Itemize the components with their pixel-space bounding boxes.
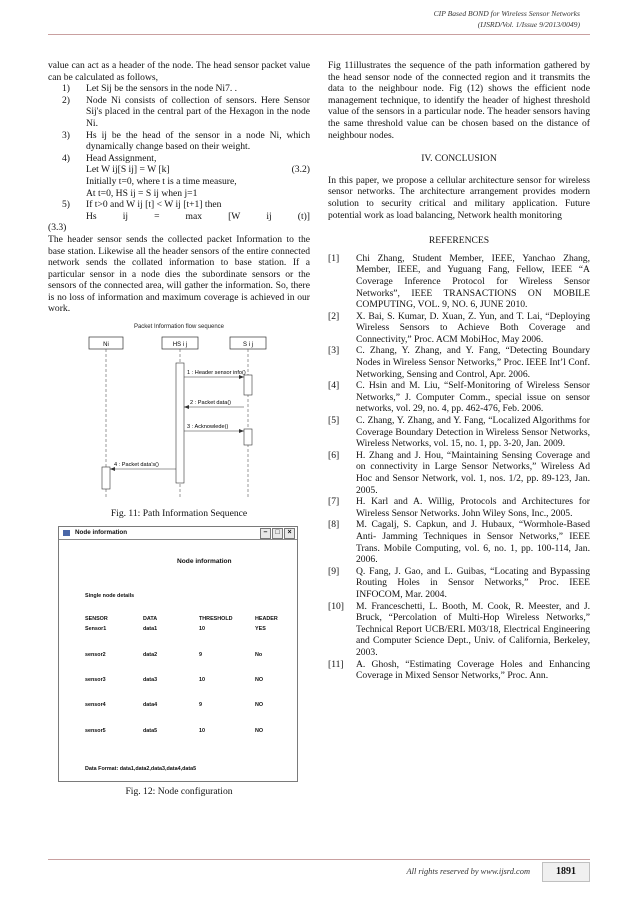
table-cell: 9 bbox=[199, 701, 202, 708]
activation-hs bbox=[176, 363, 184, 483]
reference-text: H. Zhang and J. Hou, “Maintaining Sensing Coverage and on connectivity in Large Sensor Networks,” Wireless Ad Hoc and Sensor Network, vol. 1, nos. 1/2, pp. 89-123, Jan. 2005. bbox=[356, 449, 590, 496]
table-cell: sensor5 bbox=[85, 727, 106, 734]
reference-text: Chi Zhang, Student Member, IEEE, Yanchao Zhang, Member, IEEE, and Yuguang Fang, Fellow, IEEE “A Coverage Inference Protocol for Wireless Sensor Networks”, IEEE TRANSACTIONS ON MOBILE COMPUTING, VOL. 9, NO. 6, JUNE 2010. bbox=[356, 252, 590, 311]
activation-sij-1 bbox=[244, 375, 252, 395]
table-cell: 10 bbox=[199, 625, 205, 632]
window-app-icon bbox=[63, 530, 70, 536]
list-number: 5) bbox=[62, 199, 70, 211]
reference-number: [3] bbox=[328, 345, 340, 357]
left-column bbox=[48, 60, 310, 801]
equation-body: Let W ij[S ij] = W [k] bbox=[86, 164, 170, 176]
table-cell: sensor2 bbox=[85, 651, 106, 658]
eq-token: max bbox=[185, 210, 203, 222]
table-cell: sensor3 bbox=[85, 676, 106, 683]
eq-token: = bbox=[154, 210, 160, 222]
close-icon[interactable]: × bbox=[284, 528, 295, 539]
reference-number: [11] bbox=[328, 658, 344, 670]
header-volume: (IJSRD/Vol. 1/Issue 9/2013/0049) bbox=[477, 20, 580, 29]
column-header: THRESHOLD bbox=[199, 615, 233, 622]
footer-rule bbox=[48, 859, 590, 860]
body-paragraph: The header sensor sends the collected packet Information to the base station. Likewise all the header sensors of the entire connected network sends the collated information to base station. If a particular sensor in a node dies the subordinate sensors or the sensors of the connected area, will gather the information. So, there is no loss of information and maximum coverage is achieved in our work. bbox=[48, 233, 310, 315]
message-label-4: 4 : Packet data's() bbox=[114, 462, 159, 469]
arrowhead-3 bbox=[239, 429, 244, 433]
right-column bbox=[328, 60, 590, 682]
figure-12-caption: Fig. 12: Node configuration bbox=[125, 785, 233, 797]
reference-item bbox=[328, 519, 590, 565]
lifeline-label-hs: HS i j bbox=[172, 342, 188, 349]
reference-item bbox=[328, 659, 590, 682]
node-information-window bbox=[58, 526, 298, 782]
references-heading: REFERENCES bbox=[428, 235, 490, 247]
list-number: 4) bbox=[62, 152, 70, 164]
reference-item bbox=[328, 601, 590, 659]
message-label-1: 1 : Header sensor info() bbox=[187, 370, 246, 377]
header-rule bbox=[48, 34, 590, 35]
reference-item bbox=[328, 253, 590, 311]
table-cell: sensor4 bbox=[85, 701, 106, 708]
reference-item bbox=[328, 450, 590, 496]
list-item bbox=[48, 95, 310, 130]
header-title: CIP Based BOND for Wireless Sensor Networks bbox=[433, 9, 580, 18]
table-cell: Sensor1 bbox=[85, 625, 107, 632]
window-content bbox=[59, 540, 297, 781]
reference-number: [5] bbox=[328, 415, 340, 427]
table-cell: data2 bbox=[143, 651, 158, 658]
column-header: SENSOR bbox=[85, 615, 108, 622]
init-line-2: At t=0, HS ij = S ij when j=1 bbox=[86, 187, 198, 199]
reference-item bbox=[328, 566, 590, 601]
window-titlebar bbox=[59, 527, 297, 540]
reference-text: A. Ghosh, “Estimating Coverage Holes and Enhancing Coverage in Mixed Sensor Networks,” Proc. Ann. bbox=[356, 658, 590, 682]
list-text: Let Sij be the sensors in the node Ni7. . bbox=[86, 83, 238, 95]
table-cell: data4 bbox=[143, 701, 158, 708]
panel-heading: Node information bbox=[177, 557, 232, 565]
reference-item bbox=[328, 311, 590, 346]
message-label-2: 2 : Packet data() bbox=[190, 400, 232, 407]
maximize-icon[interactable]: □ bbox=[272, 528, 283, 539]
eq-token: Hs bbox=[86, 210, 97, 222]
activation-sij-2 bbox=[244, 429, 252, 445]
reference-text: H. Karl and A. Willig, Protocols and Architectures for Wireless Sensor Networks. John Wiley Sons, Inc., 2005. bbox=[356, 496, 590, 519]
column-header: DATA bbox=[143, 615, 158, 622]
list-text: Head Assignment, bbox=[86, 152, 157, 164]
reference-text: Q. Fang, J. Gao, and L. Guibas, “Locating and Bypassing Routing Holes in Sensor Networks,” Proc. IEEE INFOCOM, Mar. 2004. bbox=[356, 565, 590, 600]
eq-token: [W bbox=[228, 210, 241, 222]
reference-text: X. Bai, S. Kumar, D. Xuan, Z. Yun, and T. Lai, “Deploying Wireless Sensors to Achieve Both Coverage and Connectivity,” Proc. ACM MobiHoc, May 2006. bbox=[356, 310, 590, 345]
reference-text: M. Franceschetti, L. Booth, M. Cook, R. Meester, and J. Bruck, “Percolation of Multi-Hop Wireless Networks,” Technical Report UCB/ERL M03/18, Electrical Engineering and Computer Science Dept., Univ. of California, Berkeley, 2003. bbox=[356, 600, 590, 658]
intro-paragraph: value can act as a header of the node. The head sensor packet value can be calculated as follows, bbox=[48, 60, 310, 83]
diagram-title: Packet Information flow sequence bbox=[133, 324, 225, 331]
reference-text: M. Cagalj, S. Capkun, and J. Hubaux, “Wormhole-Based Anti- Jamming Techniques in Sensor Networks,” IEEE Trans. Mobile Computing, vol. 6, no. 1, pp. 100-114, Jan. 2006. bbox=[356, 519, 590, 566]
conclusion-paragraph: In this paper, we propose a cellular architecture sensor for wireless sensor networks. The architecture arrangement provides modern solution to security critical and military application. Future potential work as load balancing, Network health monitoring bbox=[328, 174, 590, 221]
column-header: HEADER bbox=[255, 615, 278, 622]
reference-number: [6] bbox=[328, 449, 340, 461]
reference-item bbox=[328, 415, 590, 450]
equation-number: (3.2) bbox=[291, 164, 310, 176]
equation-3-3-number: (3.3) bbox=[48, 222, 67, 234]
sequence-diagram bbox=[48, 319, 310, 504]
arrowhead-2 bbox=[184, 405, 189, 409]
lifeline-label-sij: S i j bbox=[242, 342, 254, 349]
table-cell: data1 bbox=[143, 625, 158, 632]
activation-ni bbox=[102, 467, 110, 489]
reference-item bbox=[328, 496, 590, 519]
init-line-1: Initially t=0, where t is a time measure, bbox=[86, 175, 237, 187]
body-paragraph: Fig 11illustrates the sequence of the path information gathered by the head sensor node of the connected region and it transmits the data to the neighbour node. Fig (12) shows the efficient node management technique, to identify the header of highest threshold value of the sensors in a particular node. The header sensors having the same threshold value can be chosen based on the distance of neighbour nodes. bbox=[328, 60, 590, 141]
table-cell: No bbox=[255, 651, 263, 658]
list-item bbox=[48, 130, 310, 153]
window-controls bbox=[260, 528, 295, 539]
list-number: 2) bbox=[62, 94, 70, 106]
reference-number: [2] bbox=[328, 310, 340, 322]
lifeline-label-ni: Ni bbox=[103, 342, 109, 349]
reference-number: [9] bbox=[328, 565, 340, 577]
list-item bbox=[48, 83, 310, 95]
eq-token: (t)] bbox=[297, 210, 310, 222]
list-number: 3) bbox=[62, 129, 70, 141]
reference-item bbox=[328, 345, 590, 380]
reference-number: [4] bbox=[328, 380, 340, 392]
panel-subheading: Single node details bbox=[85, 592, 135, 599]
table-cell: YES bbox=[255, 625, 266, 632]
list-item bbox=[48, 153, 310, 165]
running-header bbox=[434, 8, 580, 30]
list-text: Node Ni consists of collection of sensors. Here Sensor Sij's placed in the central part of the Hexagon in the node Ni. bbox=[86, 94, 310, 129]
data-format-line: Data Format: data1,data2,data3,data4,data5 bbox=[85, 765, 197, 772]
figure-11-caption: Fig. 11: Path Information Sequence bbox=[110, 508, 248, 520]
message-label-3: 3 : Acknowlede() bbox=[187, 424, 229, 431]
footer-copyright: All rights reserved by www.ijsrd.com bbox=[406, 867, 530, 876]
reference-item bbox=[328, 380, 590, 415]
reference-text: C. Zhang, Y. Zhang, and Y. Fang, “Detecting Boundary Nodes in Wireless Sensor Networks,” Proc. IEEE Int’l Conf. Networking, Sensing and Control, Apr. 2006. bbox=[356, 345, 590, 380]
reference-number: [10] bbox=[328, 600, 344, 612]
table-cell: 10 bbox=[199, 727, 205, 734]
eq-token: ij bbox=[266, 210, 272, 222]
reference-text: C. Hsin and M. Liu, “Self-Monitoring of Wireless Sensor Networks,” J. Computer Comm., special issue on sensor networks, vol. 29, no. 4, pp. 462-476, Feb. 2006. bbox=[356, 380, 590, 415]
window-title: Node information bbox=[75, 528, 128, 536]
list-text: If t>0 and W ij [t] < W ij [t+1] then bbox=[86, 199, 222, 211]
list-text: Hs ij be the head of the sensor in a node Ni, which dynamically change based on their weight. bbox=[86, 129, 310, 153]
equation-3-3-body bbox=[48, 211, 310, 223]
page-footer bbox=[48, 859, 590, 877]
table-cell: NO bbox=[255, 701, 264, 708]
equation-3-2 bbox=[48, 164, 310, 176]
list-item bbox=[48, 199, 310, 211]
section-heading: IV. CONCLUSION bbox=[421, 153, 497, 165]
table-cell: data5 bbox=[143, 727, 158, 734]
reference-number: [7] bbox=[328, 496, 340, 508]
table-cell: 10 bbox=[199, 676, 205, 683]
reference-number: [8] bbox=[328, 519, 340, 531]
table-cell: data3 bbox=[143, 676, 158, 683]
reference-list bbox=[328, 253, 590, 682]
list-number: 1) bbox=[62, 83, 70, 95]
reference-number: [1] bbox=[328, 252, 340, 264]
minimize-icon[interactable]: – bbox=[260, 528, 271, 539]
table-cell: NO bbox=[255, 676, 264, 683]
reference-text: C. Zhang, Y. Zhang, and Y. Fang, “Localized Algorithms for Coverage Boundary Detection in Wireless Sensor Networks, Wireless Networks, vol. 15, no. 1, pp. 3-20, Jan. 2009. bbox=[356, 415, 590, 450]
page-number: 1891 bbox=[542, 862, 590, 882]
table-cell: NO bbox=[255, 727, 264, 734]
eq-token: ij bbox=[122, 210, 129, 222]
table-cell: 9 bbox=[199, 651, 202, 658]
